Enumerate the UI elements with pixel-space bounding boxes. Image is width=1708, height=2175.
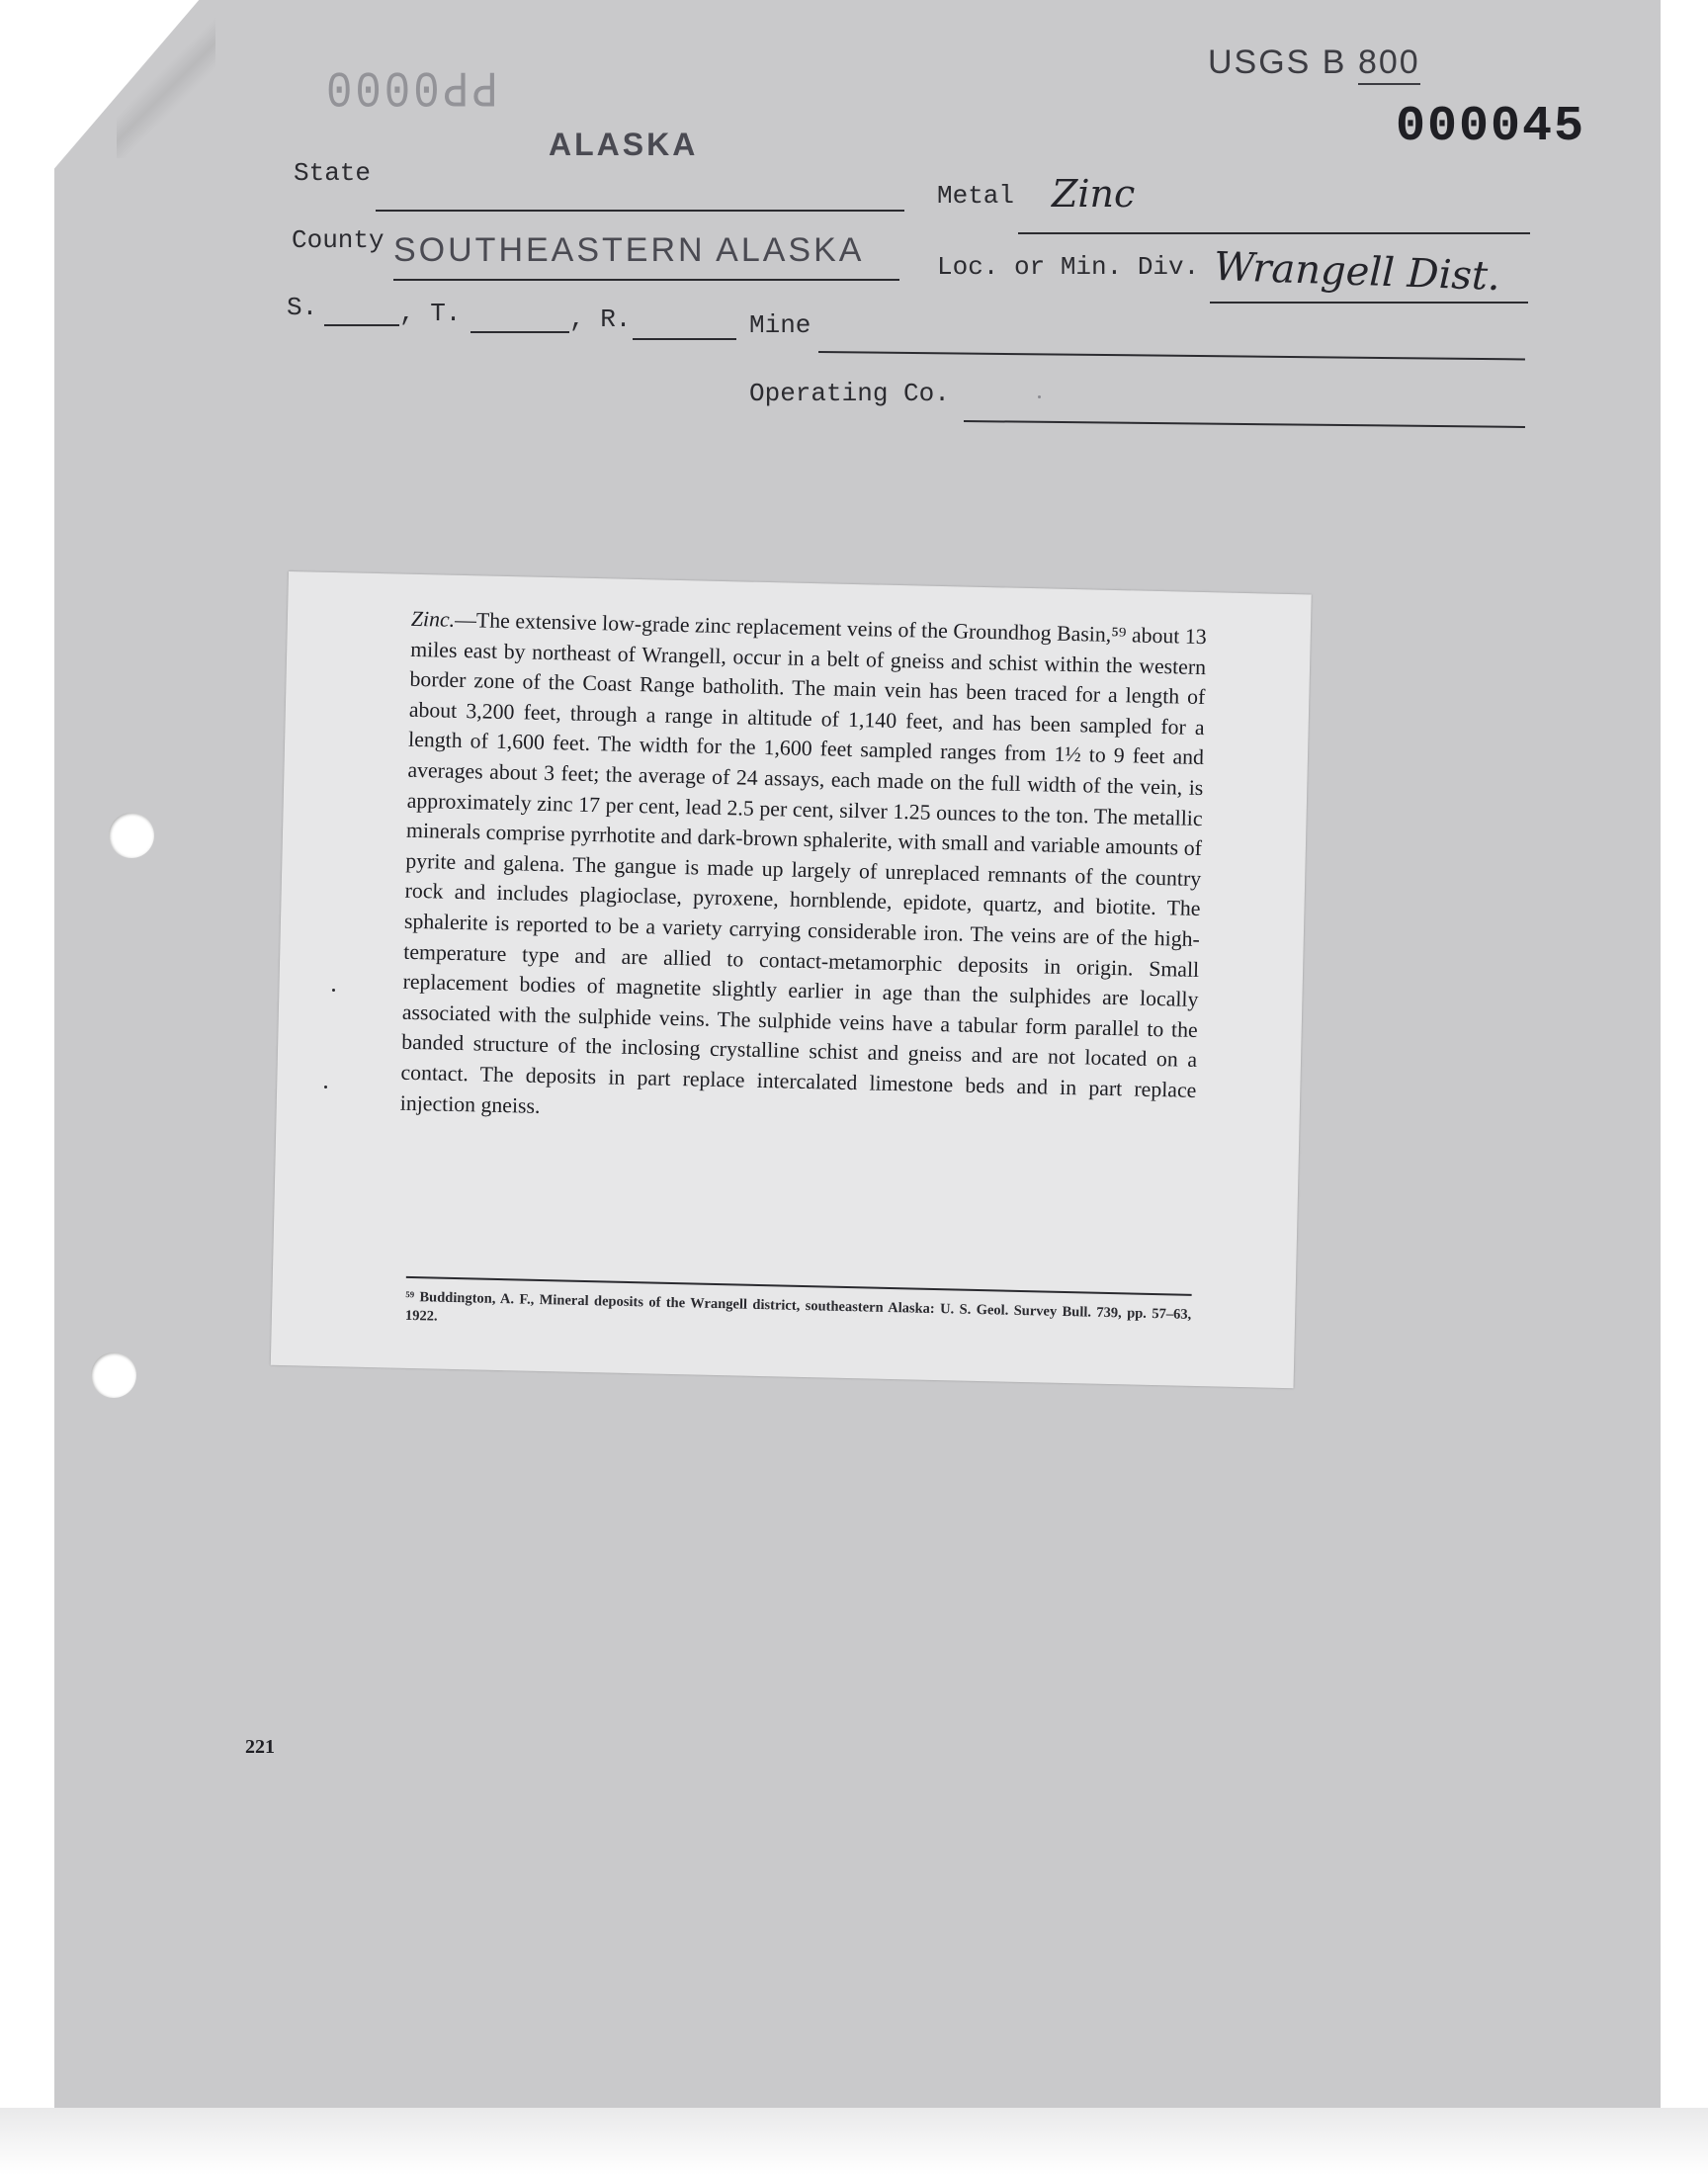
county-label: County [292, 225, 384, 255]
binder-hole-bottom [91, 1352, 136, 1398]
speck [1038, 395, 1041, 398]
scan-bottom-edge [0, 2108, 1708, 2175]
locdiv-value: Wrangell Dist. [1213, 243, 1501, 301]
document-number: 000045 [1396, 99, 1586, 155]
series-prefix: USGS B [1208, 44, 1347, 81]
county-line [393, 279, 899, 281]
metal-line [1018, 232, 1530, 234]
locdiv-label: Loc. or Min. Div. [937, 252, 1200, 282]
clipping-body: —The extensive low-grade zinc replacement veins of the Groundhog Basin,⁵⁹ about 13 miles east by northeast of Wrangell, occur in a belt of gneiss and schist within the western border zone of the Coast Range batholith. The main vein has been traced for a length of about 3,200 feet, through a range in altitude of 1,140 feet, and has been sampled for a length of 1,600 feet. The width for the 1,600 feet sampled ranges from 1½ to 9 feet and averages about 3 feet; the average of 24 assays, each made on the full width of the vein, is approximately zinc 17 per cent, lead 2.5 per cent, silver 1.25 ounces to the ton. The metallic minerals comprise pyrrhotite and dark-brown sphalerite, with small and variable amounts of pyrite and galena. The gangue is made up largely of unreplaced remnants of the country rock and includes plagioclase, pyroxene, hornblende, epidote, quartz, and biotite. The sphalerite is reported to be a variety carrying considerable iron. The veins are of the high-temperature type and are allied to contact-metamorphic deposits in origin. Small replacement bodies of magnetite slightly earlier in age than the sulphides are locally associated with the sulphide veins. The sulphide veins have a tabular form parallel to the banded structure of the inclosing crystalline schist and gneiss and are not located on a contact. The deposits in part replace intercalated limestone beds and in part replace injection gneiss. [399, 607, 1208, 1118]
binder-hole-top [109, 813, 154, 858]
clipping-lead: Zinc. [410, 606, 456, 632]
series-label [1208, 44, 1420, 82]
page-number: 221 [245, 1736, 275, 1758]
clipping-paragraph [399, 604, 1207, 1136]
clipping-footnote: ⁵⁹ Buddington, A. F., Mineral deposits of the Wrangell district, southeastern Alaska: U. S. Geol. Survey Bull. 739, pp. 57–63, 1922. [404, 1288, 1192, 1325]
metal-value: Zinc [1052, 172, 1136, 216]
locdiv-line [1210, 302, 1528, 304]
section-label: S. [287, 293, 318, 322]
state-line [376, 210, 904, 212]
township-line [470, 331, 569, 333]
state-label: State [294, 158, 372, 188]
faded-stamp-number: 0000ԀԀ [326, 65, 501, 123]
speck [332, 989, 335, 992]
speck [324, 1086, 327, 1088]
section-line [324, 324, 399, 326]
mine-label: Mine [749, 310, 811, 340]
range-label: , R. [569, 304, 632, 334]
series-number: 800 [1357, 44, 1420, 81]
county-value: SOUTHEASTERN ALASKA [393, 231, 865, 269]
township-label: , T. [399, 299, 462, 328]
pasted-clipping [271, 571, 1312, 1388]
folded-corner [117, 0, 215, 158]
operating-label: Operating Co. [749, 379, 950, 408]
range-line [633, 338, 736, 340]
state-value: ALASKA [549, 127, 699, 162]
metal-label: Metal [937, 181, 1015, 211]
